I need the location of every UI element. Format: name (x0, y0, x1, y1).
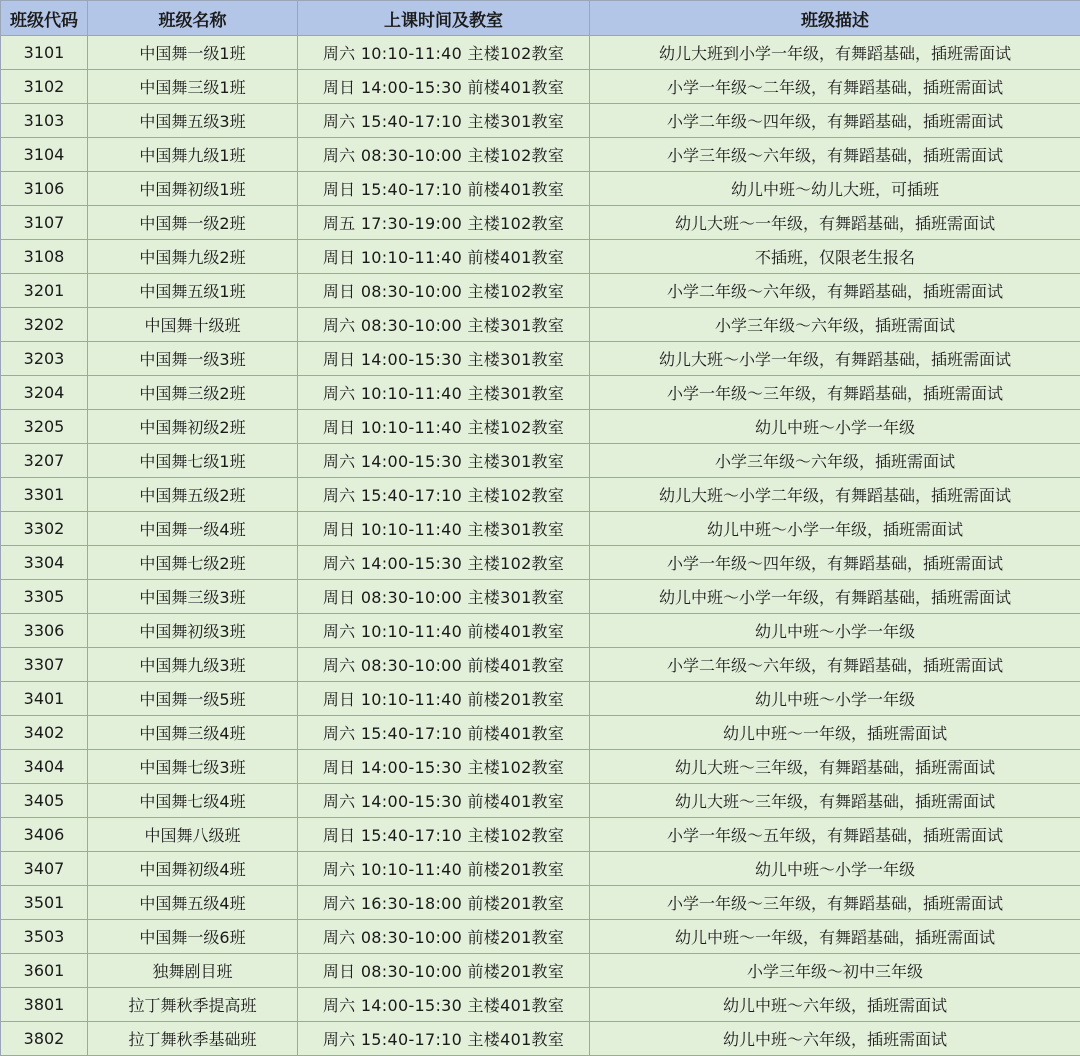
table-row (1, 1022, 1080, 1056)
cell-class-name: 中国舞初级1班 (88, 172, 298, 206)
cell-class-code: 3501 (1, 886, 88, 920)
cell-description: 小学三年级～六年级，插班需面试 (590, 308, 1080, 342)
cell-class-name: 中国舞初级3班 (88, 614, 298, 648)
table-row (1, 478, 1080, 512)
cell-class-code: 3306 (1, 614, 88, 648)
header-description: 班级描述 (590, 1, 1080, 36)
cell-class-name: 中国舞七级3班 (88, 750, 298, 784)
table-row (1, 682, 1080, 716)
cell-time-room: 周日 10:10-11:40 前楼201教室 (298, 682, 590, 716)
table-row (1, 308, 1080, 342)
cell-class-name: 中国舞十级班 (88, 308, 298, 342)
cell-class-name: 中国舞五级4班 (88, 886, 298, 920)
table-row (1, 240, 1080, 274)
cell-class-name: 中国舞三级3班 (88, 580, 298, 614)
cell-time-room: 周六 15:40-17:10 主楼102教室 (298, 478, 590, 512)
header-class-code: 班级代码 (1, 1, 88, 36)
table-row (1, 750, 1080, 784)
cell-class-code: 3801 (1, 988, 88, 1022)
cell-description: 小学二年级～四年级，有舞蹈基础，插班需面试 (590, 104, 1080, 138)
cell-class-code: 3404 (1, 750, 88, 784)
cell-class-code: 3302 (1, 512, 88, 546)
cell-time-room: 周五 17:30-19:00 主楼102教室 (298, 206, 590, 240)
cell-class-name: 拉丁舞秋季提高班 (88, 988, 298, 1022)
table-row (1, 36, 1080, 70)
cell-class-name: 中国舞初级2班 (88, 410, 298, 444)
cell-class-code: 3102 (1, 70, 88, 104)
cell-time-room: 周日 14:00-15:30 主楼301教室 (298, 342, 590, 376)
cell-class-code: 3407 (1, 852, 88, 886)
cell-class-code: 3108 (1, 240, 88, 274)
cell-class-name: 中国舞七级1班 (88, 444, 298, 478)
cell-description: 小学三年级～六年级，插班需面试 (590, 444, 1080, 478)
cell-class-code: 3104 (1, 138, 88, 172)
cell-time-room: 周日 10:10-11:40 主楼301教室 (298, 512, 590, 546)
cell-class-code: 3203 (1, 342, 88, 376)
cell-time-room: 周六 10:10-11:40 前楼401教室 (298, 614, 590, 648)
header-time-room: 上课时间及教室 (298, 1, 590, 36)
cell-class-name: 中国舞七级2班 (88, 546, 298, 580)
cell-time-room: 周六 14:00-15:30 主楼401教室 (298, 988, 590, 1022)
cell-time-room: 周日 15:40-17:10 前楼401教室 (298, 172, 590, 206)
cell-class-name: 中国舞九级3班 (88, 648, 298, 682)
cell-time-room: 周日 10:10-11:40 前楼401教室 (298, 240, 590, 274)
cell-time-room: 周日 08:30-10:00 前楼201教室 (298, 954, 590, 988)
table-row (1, 784, 1080, 818)
table-row (1, 648, 1080, 682)
cell-description: 幼儿中班～小学一年级，有舞蹈基础，插班需面试 (590, 580, 1080, 614)
cell-time-room: 周六 15:40-17:10 前楼401教室 (298, 716, 590, 750)
cell-class-name: 中国舞三级2班 (88, 376, 298, 410)
cell-description: 幼儿大班到小学一年级，有舞蹈基础，插班需面试 (590, 36, 1080, 70)
cell-description: 幼儿大班～三年级，有舞蹈基础，插班需面试 (590, 784, 1080, 818)
cell-description: 小学一年级～三年级，有舞蹈基础，插班需面试 (590, 376, 1080, 410)
cell-time-room: 周六 08:30-10:00 主楼102教室 (298, 138, 590, 172)
cell-class-name: 中国舞五级2班 (88, 478, 298, 512)
table-row (1, 886, 1080, 920)
cell-description: 幼儿大班～三年级，有舞蹈基础，插班需面试 (590, 750, 1080, 784)
cell-class-name: 中国舞九级2班 (88, 240, 298, 274)
cell-description: 幼儿大班～小学一年级，有舞蹈基础，插班需面试 (590, 342, 1080, 376)
cell-class-code: 3307 (1, 648, 88, 682)
cell-class-code: 3503 (1, 920, 88, 954)
cell-time-room: 周六 10:10-11:40 主楼102教室 (298, 36, 590, 70)
cell-class-code: 3402 (1, 716, 88, 750)
cell-description: 不插班，仅限老生报名 (590, 240, 1080, 274)
table-row (1, 376, 1080, 410)
table-row (1, 138, 1080, 172)
header-row (1, 1, 1080, 36)
cell-class-name: 中国舞三级4班 (88, 716, 298, 750)
cell-description: 幼儿中班～小学一年级，插班需面试 (590, 512, 1080, 546)
cell-class-name: 中国舞一级1班 (88, 36, 298, 70)
cell-time-room: 周日 08:30-10:00 主楼102教室 (298, 274, 590, 308)
cell-class-code: 3301 (1, 478, 88, 512)
cell-time-room: 周六 14:00-15:30 前楼401教室 (298, 784, 590, 818)
cell-class-code: 3103 (1, 104, 88, 138)
cell-description: 小学一年级～三年级，有舞蹈基础，插班需面试 (590, 886, 1080, 920)
cell-class-code: 3204 (1, 376, 88, 410)
cell-description: 小学一年级～五年级，有舞蹈基础，插班需面试 (590, 818, 1080, 852)
header-class-name: 班级名称 (88, 1, 298, 36)
cell-class-name: 中国舞三级1班 (88, 70, 298, 104)
cell-class-code: 3304 (1, 546, 88, 580)
table-row (1, 206, 1080, 240)
cell-description: 幼儿中班～六年级，插班需面试 (590, 988, 1080, 1022)
cell-description: 小学一年级～四年级，有舞蹈基础，插班需面试 (590, 546, 1080, 580)
cell-time-room: 周六 10:10-11:40 前楼201教室 (298, 852, 590, 886)
cell-time-room: 周日 15:40-17:10 主楼102教室 (298, 818, 590, 852)
cell-class-code: 3202 (1, 308, 88, 342)
cell-class-name: 中国舞一级3班 (88, 342, 298, 376)
cell-class-name: 独舞剧目班 (88, 954, 298, 988)
cell-class-name: 中国舞五级3班 (88, 104, 298, 138)
cell-description: 幼儿中班～一年级，有舞蹈基础，插班需面试 (590, 920, 1080, 954)
cell-time-room: 周六 15:40-17:10 主楼301教室 (298, 104, 590, 138)
cell-class-code: 3205 (1, 410, 88, 444)
cell-description: 幼儿大班～一年级，有舞蹈基础，插班需面试 (590, 206, 1080, 240)
cell-description: 小学二年级～六年级，有舞蹈基础，插班需面试 (590, 274, 1080, 308)
table-row (1, 852, 1080, 886)
table-row (1, 614, 1080, 648)
table-header (1, 1, 1080, 36)
cell-description: 幼儿中班～一年级，插班需面试 (590, 716, 1080, 750)
cell-description: 幼儿中班～小学一年级 (590, 614, 1080, 648)
cell-class-name: 中国舞八级班 (88, 818, 298, 852)
cell-class-name: 拉丁舞秋季基础班 (88, 1022, 298, 1056)
cell-time-room: 周六 15:40-17:10 主楼401教室 (298, 1022, 590, 1056)
cell-time-room: 周六 10:10-11:40 主楼301教室 (298, 376, 590, 410)
cell-class-code: 3107 (1, 206, 88, 240)
cell-description: 幼儿中班～小学一年级 (590, 410, 1080, 444)
table-row (1, 580, 1080, 614)
cell-description: 小学二年级～六年级，有舞蹈基础，插班需面试 (590, 648, 1080, 682)
cell-class-code: 3406 (1, 818, 88, 852)
cell-class-code: 3405 (1, 784, 88, 818)
cell-class-code: 3106 (1, 172, 88, 206)
cell-class-name: 中国舞一级2班 (88, 206, 298, 240)
cell-description: 幼儿中班～小学一年级 (590, 852, 1080, 886)
table-row (1, 512, 1080, 546)
table-row (1, 988, 1080, 1022)
cell-description: 幼儿中班～幼儿大班，可插班 (590, 172, 1080, 206)
cell-class-name: 中国舞一级4班 (88, 512, 298, 546)
cell-description: 小学一年级～二年级，有舞蹈基础，插班需面试 (590, 70, 1080, 104)
cell-class-code: 3305 (1, 580, 88, 614)
cell-class-name: 中国舞一级6班 (88, 920, 298, 954)
cell-class-name: 中国舞九级1班 (88, 138, 298, 172)
cell-class-name: 中国舞五级1班 (88, 274, 298, 308)
cell-class-code: 3201 (1, 274, 88, 308)
table-row (1, 716, 1080, 750)
cell-class-name: 中国舞七级4班 (88, 784, 298, 818)
table-row (1, 546, 1080, 580)
table-row (1, 410, 1080, 444)
table-body (1, 36, 1080, 1056)
cell-time-room: 周六 08:30-10:00 前楼201教室 (298, 920, 590, 954)
cell-time-room: 周六 08:30-10:00 前楼401教室 (298, 648, 590, 682)
cell-class-name: 中国舞一级5班 (88, 682, 298, 716)
cell-description: 小学三年级～六年级，有舞蹈基础，插班需面试 (590, 138, 1080, 172)
table-row (1, 920, 1080, 954)
cell-description: 幼儿大班～小学二年级，有舞蹈基础，插班需面试 (590, 478, 1080, 512)
cell-class-code: 3101 (1, 36, 88, 70)
table-row (1, 342, 1080, 376)
cell-time-room: 周日 14:00-15:30 前楼401教室 (298, 70, 590, 104)
cell-class-code: 3802 (1, 1022, 88, 1056)
table-row (1, 172, 1080, 206)
cell-time-room: 周六 14:00-15:30 主楼301教室 (298, 444, 590, 478)
cell-time-room: 周六 14:00-15:30 主楼102教室 (298, 546, 590, 580)
cell-class-name: 中国舞初级4班 (88, 852, 298, 886)
table-row (1, 818, 1080, 852)
table-row (1, 444, 1080, 478)
table-row (1, 70, 1080, 104)
table-row (1, 104, 1080, 138)
cell-time-room: 周日 08:30-10:00 主楼301教室 (298, 580, 590, 614)
table-row (1, 274, 1080, 308)
cell-class-code: 3601 (1, 954, 88, 988)
cell-time-room: 周六 08:30-10:00 主楼301教室 (298, 308, 590, 342)
cell-description: 幼儿中班～六年级，插班需面试 (590, 1022, 1080, 1056)
cell-class-code: 3401 (1, 682, 88, 716)
table-row (1, 954, 1080, 988)
cell-time-room: 周日 14:00-15:30 主楼102教室 (298, 750, 590, 784)
cell-description: 幼儿中班～小学一年级 (590, 682, 1080, 716)
cell-class-code: 3207 (1, 444, 88, 478)
cell-time-room: 周日 10:10-11:40 主楼102教室 (298, 410, 590, 444)
cell-time-room: 周六 16:30-18:00 前楼201教室 (298, 886, 590, 920)
cell-description: 小学三年级～初中三年级 (590, 954, 1080, 988)
